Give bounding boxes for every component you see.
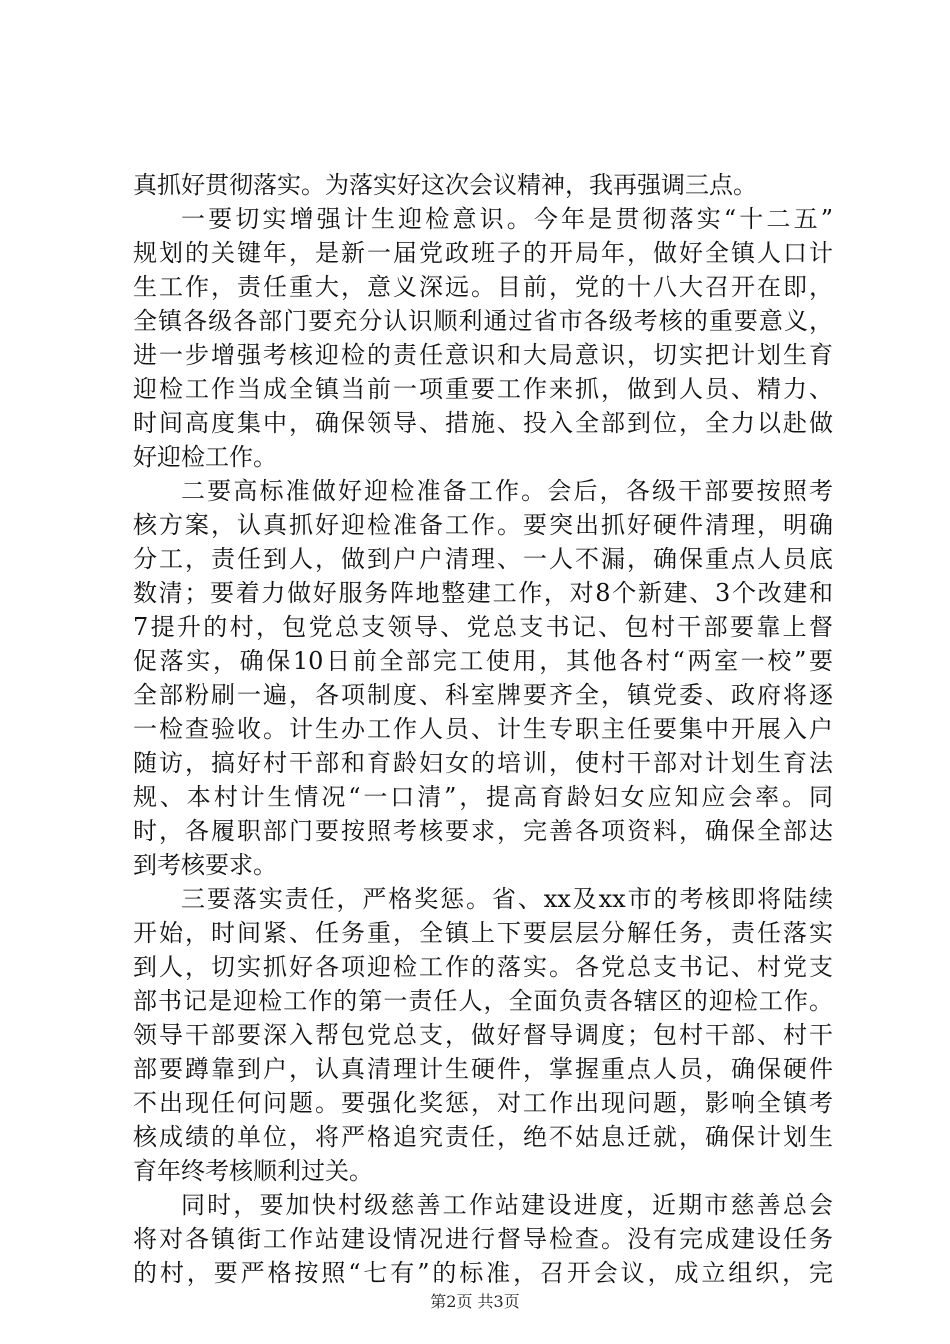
text-line: 核成绩的单位，将严格追究责任，绝不姑息迁就，确保计划生 — [133, 1123, 833, 1151]
text-line: 好迎检工作。 — [133, 443, 277, 471]
text-line: 将对各镇街工作站建设情况进行督导检查。没有完成建设任务 — [133, 1225, 833, 1253]
text-line: 核方案，认真抓好迎检准备工作。要突出抓好硬件清理，明确 — [133, 511, 833, 539]
text-line: 同时，要加快村级慈善工作站建设进度，近期市慈善总会 — [181, 1191, 833, 1219]
text-line: 开始，时间紧、任务重，全镇上下要层层分解任务，责任落实 — [133, 919, 833, 947]
text-line: 育年终考核顺利过关。 — [133, 1157, 373, 1185]
text-line: 一检查验收。计生办工作人员、计生专职主任要集中开展入户 — [133, 715, 833, 743]
text-line: 分工，责任到人，做到户户清理、一人不漏，确保重点人员底 — [133, 545, 833, 573]
text-line: 全镇各级各部门要充分认识顺利通过省市各级考核的重要意义， — [133, 307, 833, 335]
text-line: 二要高标准做好迎检准备工作。会后，各级干部要按照考 — [181, 477, 833, 505]
text-line: 领导干部要深入帮包党总支，做好督导调度；包村干部、村干 — [133, 1021, 833, 1049]
text-line: 全部粉刷一遍，各项制度、科室牌要齐全，镇党委、政府将逐 — [133, 681, 833, 709]
text-line: 规、本村计生情况“一口清”，提高育龄妇女应知应会率。同 — [133, 783, 833, 811]
text-line: 真抓好贯彻落实。为落实好这次会议精神，我再强调三点。 — [133, 171, 757, 199]
text-line: 三要落实责任，严格奖惩。省、xx及xx市的考核即将陆续 — [181, 885, 833, 913]
text-line: 进一步增强考核迎检的责任意识和大局意识，切实把计划生育 — [133, 341, 833, 369]
text-line: 部书记是迎检工作的第一责任人，全面负责各辖区的迎检工作。 — [133, 987, 833, 1015]
text-line: 规划的关键年，是新一届党政班子的开局年，做好全镇人口计 — [133, 239, 833, 267]
text-line: 的村，要严格按照“七有”的标准，召开会议，成立组织，完 — [133, 1259, 833, 1287]
text-line: 一要切实增强计生迎检意识。今年是贯彻落实“十二五” — [181, 205, 833, 233]
text-line: 不出现任何问题。要强化奖惩，对工作出现问题，影响全镇考 — [133, 1089, 833, 1117]
text-line: 生工作，责任重大，意义深远。目前，党的十八大召开在即， — [133, 273, 833, 301]
text-line: 时间高度集中，确保领导、措施、投入全部到位，全力以赴做 — [133, 409, 833, 437]
text-line: 促落实，确保10日前全部完工使用，其他各村“两室一校”要 — [133, 647, 833, 675]
text-line: 数清；要着力做好服务阵地整建工作，对8个新建、3个改建和 — [133, 579, 833, 607]
text-line: 7提升的村，包党总支领导、党总支书记、包村干部要靠上督 — [133, 613, 833, 641]
text-line: 到考核要求。 — [133, 851, 277, 879]
text-line: 随访，搞好村干部和育龄妇女的培训，使村干部对计划生育法 — [133, 749, 833, 777]
page-number-footer: 第2页 共3页 — [430, 1292, 520, 1311]
text-line: 时，各履职部门要按照考核要求，完善各项资料，确保全部达 — [133, 817, 833, 845]
text-line: 部要蹲靠到户，认真清理计生硬件，掌握重点人员，确保硬件 — [133, 1055, 833, 1083]
text-line: 迎检工作当成全镇当前一项重要工作来抓，做到人员、精力、 — [133, 375, 833, 403]
text-line: 到人，切实抓好各项迎检工作的落实。各党总支书记、村党支 — [133, 953, 833, 981]
document-body — [133, 168, 833, 1290]
